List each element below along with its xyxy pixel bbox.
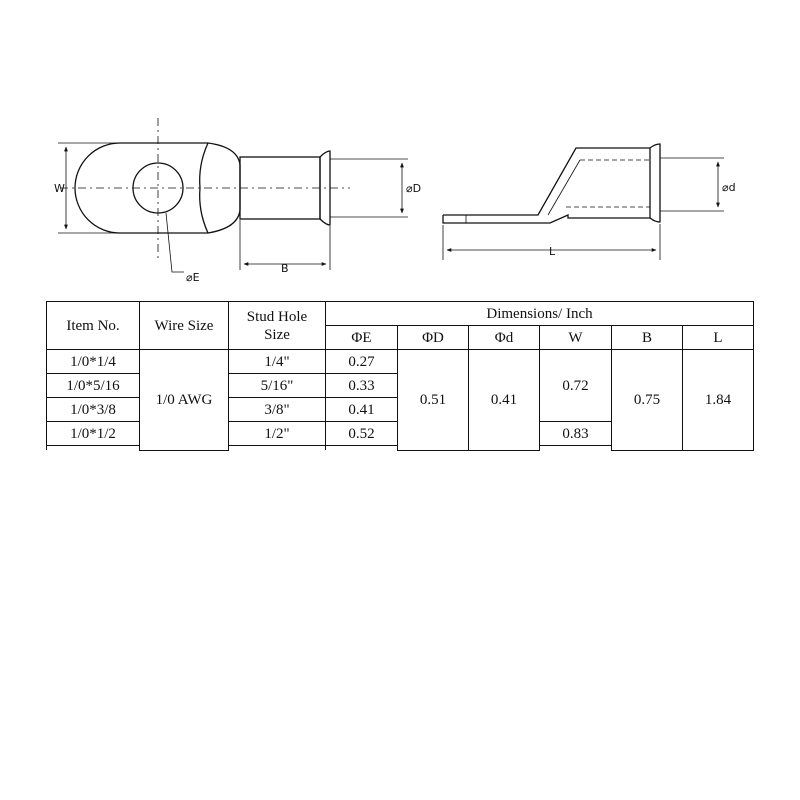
cell-stud-hole-size: 1/2" [229, 422, 326, 446]
header-item-no: Item No. [47, 302, 140, 350]
header-b: B [612, 326, 683, 350]
header-stud-hole-size: Stud Hole Size [229, 302, 326, 350]
header-wire-size: Wire Size [140, 302, 229, 350]
lug-side-profile [443, 148, 650, 223]
cell-item-no: 1/0*5/16 [47, 374, 140, 398]
cell-stud-hole-size: 1/4" [229, 350, 326, 374]
cell-w-row-4: 0.83 [540, 422, 612, 446]
cell-stub [326, 446, 398, 451]
cell-stub [47, 446, 140, 451]
lug-technical-drawing [0, 0, 800, 300]
cell-stud-hole-size: 5/16" [229, 374, 326, 398]
label-phi-e: ⌀E [186, 271, 200, 284]
header-dimensions-group: Dimensions/ Inch [326, 302, 754, 326]
label-phi-d: ⌀D [406, 182, 422, 195]
cell-item-no: 1/0*3/8 [47, 398, 140, 422]
cell-stud-hole-size: 3/8" [229, 398, 326, 422]
cell-phi-d-small: 0.41 [469, 350, 540, 451]
cell-phi-e: 0.52 [326, 422, 398, 446]
cell-stub [540, 446, 612, 451]
cell-l: 1.84 [683, 350, 754, 451]
cell-item-no: 1/0*1/2 [47, 422, 140, 446]
cell-phi-e: 0.27 [326, 350, 398, 374]
cell-phi-e: 0.41 [326, 398, 398, 422]
e-leader [166, 213, 184, 272]
side-barrel-flare [650, 144, 660, 222]
label-phi-d-small: ⌀d [722, 181, 736, 194]
label-b: B [281, 262, 289, 275]
top-view [58, 118, 408, 272]
header-phi-d-small: Φd [469, 326, 540, 350]
side-view [443, 144, 724, 260]
table-row [47, 350, 754, 374]
cell-phi-e: 0.33 [326, 374, 398, 398]
cell-b: 0.75 [612, 350, 683, 451]
header-phi-d: ΦD [398, 326, 469, 350]
tongue-neck-curve-top [200, 143, 208, 188]
header-phi-e: ΦE [326, 326, 398, 350]
cell-w-rows-1-3: 0.72 [540, 350, 612, 422]
specifications-table [46, 301, 754, 451]
cell-wire-size: 1/0 AWG [140, 350, 229, 451]
header-l: L [683, 326, 754, 350]
header-w: W [540, 326, 612, 350]
tongue-neck-curve-bottom [200, 188, 208, 233]
label-w: W [54, 182, 65, 195]
cell-phi-d: 0.51 [398, 350, 469, 451]
cell-item-no: 1/0*1/4 [47, 350, 140, 374]
cell-stub [229, 446, 326, 451]
label-l: L [549, 245, 556, 258]
